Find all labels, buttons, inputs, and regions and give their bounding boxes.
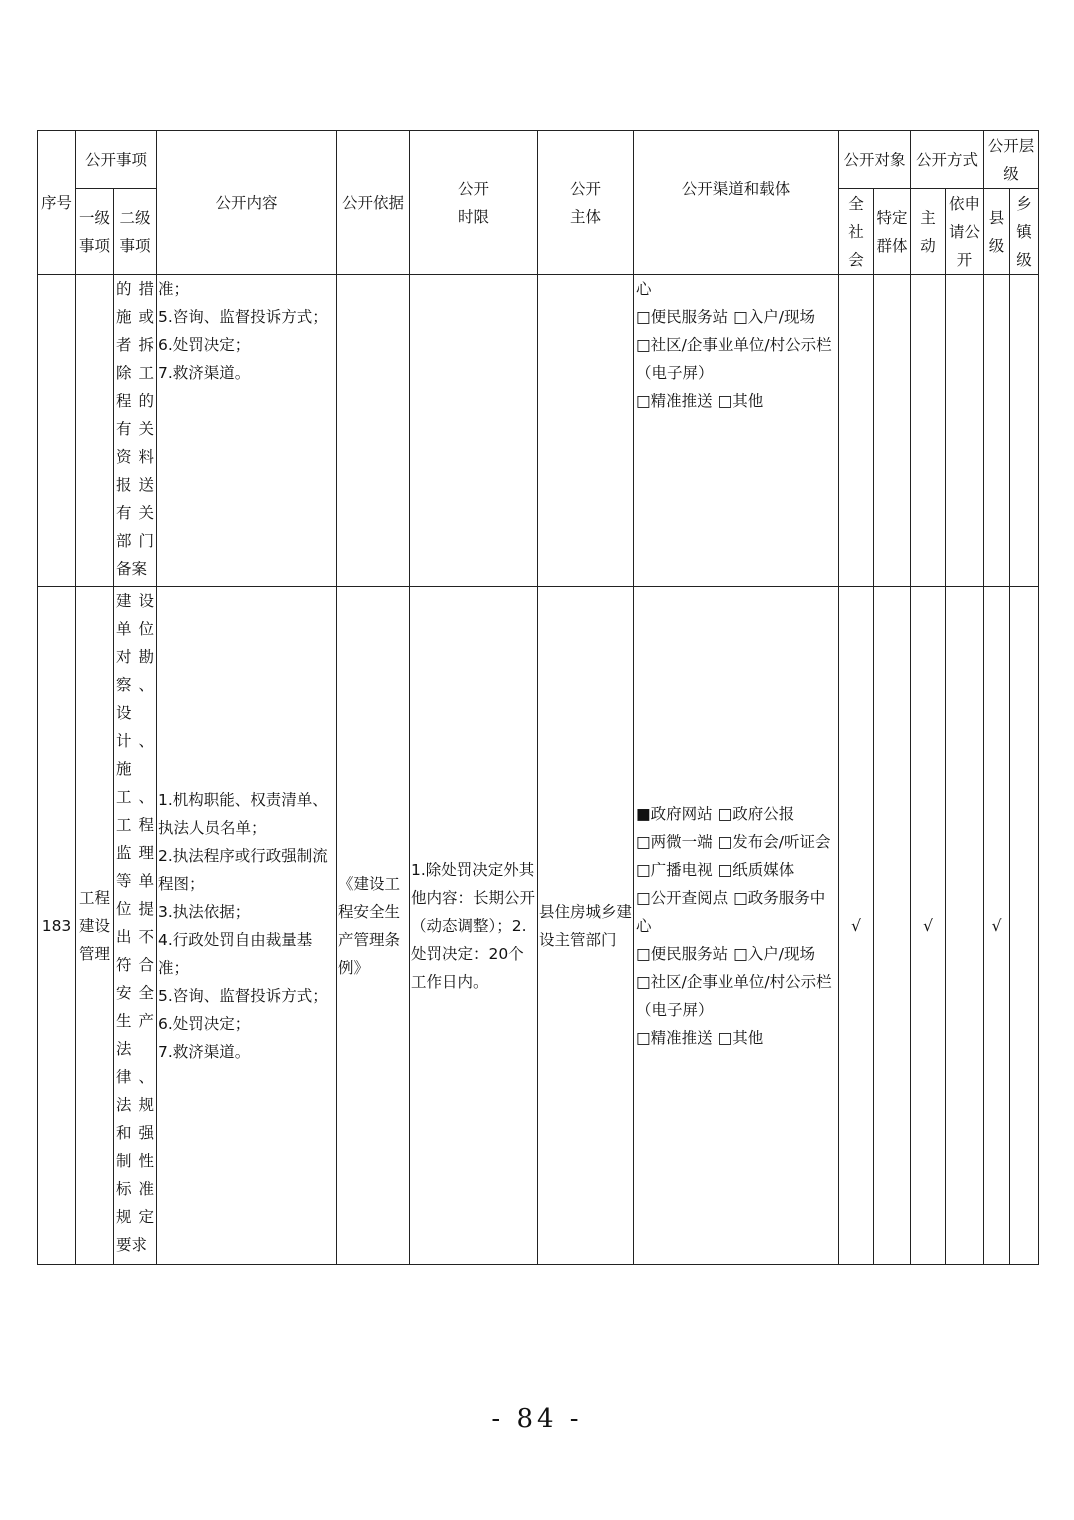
header-subject: 公开 主体	[538, 131, 634, 275]
header-row-1	[38, 131, 1039, 189]
header-items-group: 公开事项	[76, 131, 157, 189]
header-method-active: 主 动	[911, 189, 946, 275]
row-method-request	[946, 275, 984, 587]
row-method-active	[911, 275, 946, 587]
row-time-limit	[410, 275, 538, 587]
header-level2: 二级事项	[114, 189, 157, 275]
row-target-specific	[874, 275, 911, 587]
header-level-county: 县 级	[984, 189, 1010, 275]
row-seq: 183	[38, 587, 76, 1265]
row-method-active: √	[911, 587, 946, 1265]
header-target-group: 公开对象	[839, 131, 911, 189]
row-basis: 《建设工程安全生产管理条例》	[337, 587, 410, 1265]
header-seq: 序号	[38, 131, 76, 275]
row-basis	[337, 275, 410, 587]
row-level2: 建设单位对勘察、设计、施工、工程监理等单位提出不符合安全生产法律、法规和强制性标准规定要求	[114, 587, 157, 1265]
row-level1	[76, 275, 114, 587]
row-content: 准； 5.咨询、监督投诉方式； 6.处罚决定； 7.救济渠道。	[157, 275, 337, 587]
header-time-limit: 公开 时限	[410, 131, 538, 275]
row-method-request	[946, 587, 984, 1265]
row-level-town	[1010, 587, 1039, 1265]
row-target-all: √	[839, 587, 874, 1265]
row-subject	[538, 275, 634, 587]
header-channel: 公开渠道和载体	[634, 131, 839, 275]
table-row	[38, 275, 1039, 587]
page-number: - 84 -	[491, 1404, 583, 1434]
header-level-group: 公开层 级	[984, 131, 1039, 189]
table-row	[38, 587, 1039, 1265]
header-method-group: 公开方式	[911, 131, 984, 189]
row-level-town	[1010, 275, 1039, 587]
row-level2: 的措施或者拆除工程的有关资料报送有关部门备案	[114, 275, 157, 587]
header-method-request: 依申 请公 开	[946, 189, 984, 275]
header-basis: 公开依据	[337, 131, 410, 275]
row-level-county	[984, 275, 1010, 587]
header-target-all: 全 社 会	[839, 189, 874, 275]
row-time-limit: 1.除处罚决定外其他内容：长期公开（动态调整）；2.处罚决定：20个工作日内。	[410, 587, 538, 1265]
row-channel: ■政府网站 □政府公报 □两微一端 □发布会/听证会 □广播电视 □纸质媒体 □公开查阅点 □政务服务中心 □便民服务站 □入户/现场 □社区/企事业单位/村公示栏（电子屏） □精准推送 □其他	[634, 587, 839, 1265]
row-level1: 工程建设管理	[76, 587, 114, 1265]
header-target-specific: 特定 群体	[874, 189, 911, 275]
header-level1: 一级事项	[76, 189, 114, 275]
row-content: 1.机构职能、权责清单、执法人员名单； 2.执法程序或行政强制流程图； 3.执法依据； 4.行政处罚自由裁量基准； 5.咨询、监督投诉方式； 6.处罚决定； 7.救济渠道。	[157, 587, 337, 1265]
disclosure-table	[37, 130, 1039, 1265]
row-seq	[38, 275, 76, 587]
header-content: 公开内容	[157, 131, 337, 275]
row-subject: 县住房城乡建设主管部门	[538, 587, 634, 1265]
header-level-town: 乡 镇 级	[1010, 189, 1039, 275]
row-target-all	[839, 275, 874, 587]
row-target-specific	[874, 587, 911, 1265]
row-channel: 心 □便民服务站 □入户/现场 □社区/企事业单位/村公示栏（电子屏） □精准推送 □其他	[634, 275, 839, 587]
row-level-county: √	[984, 587, 1010, 1265]
